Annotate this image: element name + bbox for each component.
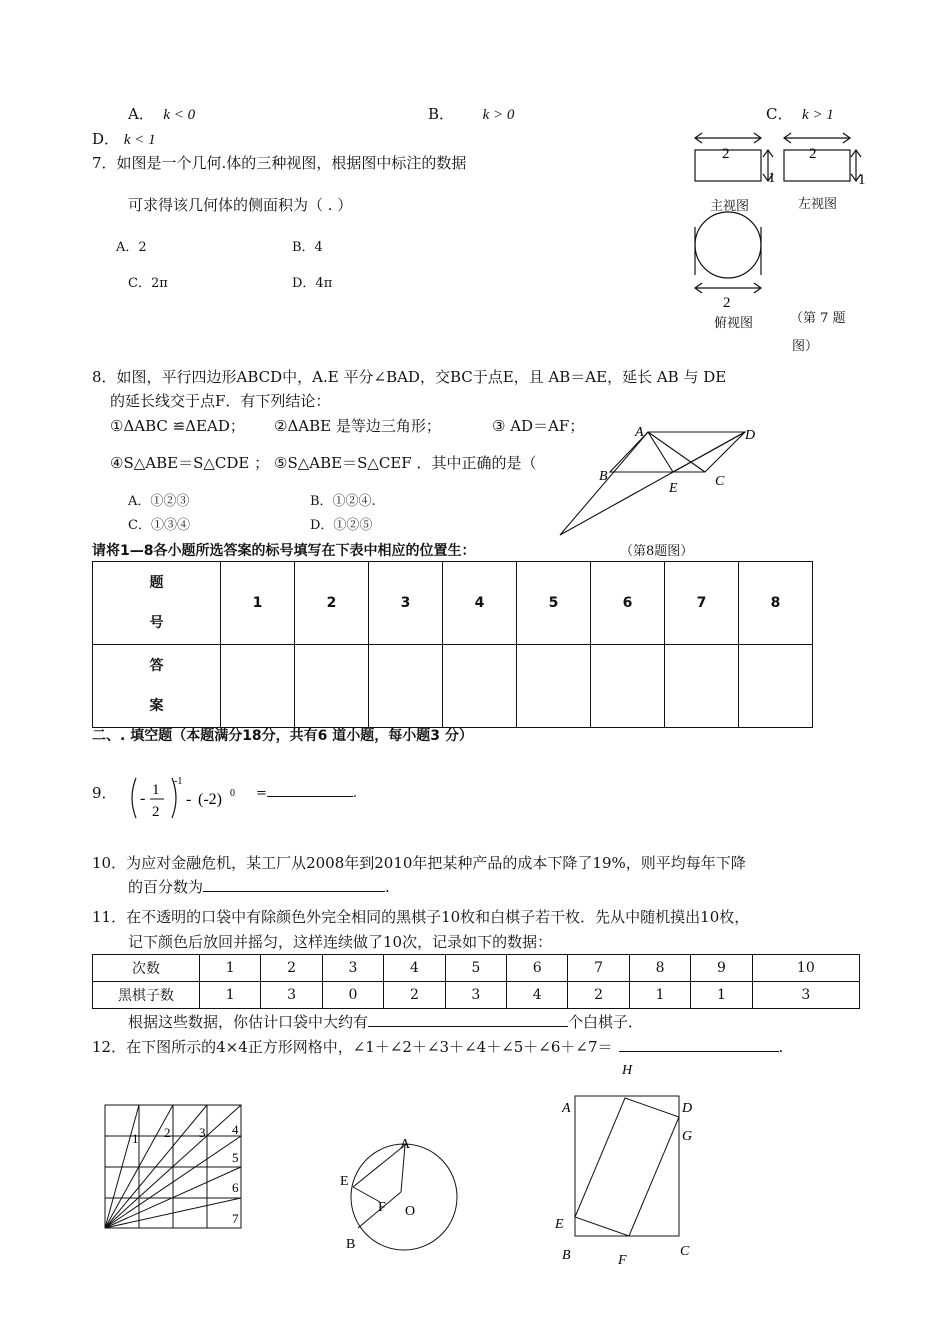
q8-option-c: C．①③④	[128, 518, 190, 533]
question-number-cell: 1	[221, 562, 295, 645]
table-cell: 1	[691, 982, 752, 1009]
question-number-cell: 4	[443, 562, 517, 645]
q8-option-b: B．①②④.	[310, 494, 376, 509]
table-cell: 3	[261, 982, 322, 1009]
point-d-label: D	[745, 428, 756, 443]
q9-blank[interactable]	[267, 782, 353, 797]
table-cell: 1	[200, 982, 261, 1009]
angle-5-label: 5	[232, 1150, 239, 1165]
q11-stem-line3: 根据这些数据，你估计口袋中大约有 个白棋子．	[128, 1013, 644, 1031]
q6-option-c: C． k > 1	[766, 105, 834, 123]
answer-cell[interactable]	[739, 645, 813, 728]
row-header: 黑棋子数	[93, 982, 200, 1009]
q7-option-b: B．4	[292, 240, 323, 255]
rect-point-g-label: G	[682, 1129, 693, 1144]
front-view-label: 主视图	[710, 199, 750, 214]
q9-expression	[126, 774, 246, 824]
angle-2-label: 2	[164, 1125, 171, 1140]
q7-option-d: D．4π	[292, 276, 333, 291]
q8-option-d: D．①②⑤	[310, 518, 373, 533]
q8-conclusion-2: ②ΔABE 是等边三角形；	[274, 417, 441, 435]
q8-conclusion-4: ④S△ABE＝S△CDE ；	[110, 454, 270, 472]
table-cell: 4	[384, 955, 445, 982]
angle-1-label: 1	[132, 1131, 139, 1146]
circle-point-b-label: B	[346, 1237, 356, 1252]
q12-rectangle-figure	[552, 1058, 712, 1268]
q10-blank[interactable]	[203, 877, 385, 892]
left-dim-1: 1	[858, 172, 866, 188]
table-cell: 8	[629, 955, 690, 982]
q11-stem-line2: 记下颜色后放回并摇匀，这样连续做了10次，记录如下的数据：	[128, 933, 553, 951]
q6-option-b: B． k > 0	[428, 105, 515, 123]
q7-figure-caption-1: （第 7 题	[790, 311, 846, 326]
table-cell: 9	[691, 955, 752, 982]
q8-figure-caption: （第8题图）	[620, 544, 694, 559]
q12-stem: 12．在下图所示的4×4正方形网格中，∠1＋∠2＋∠3＋∠4＋∠5＋∠6＋∠7＝ .	[92, 1038, 784, 1056]
answer-cell[interactable]	[443, 645, 517, 728]
q11-black-count-row	[93, 982, 860, 1009]
circle-point-f-label: F	[378, 1200, 386, 1215]
q7-option-c: C．2π	[128, 276, 168, 291]
q7-stem-line2: 可求得该几何体的侧面积为（ . ）	[128, 196, 353, 214]
rect-point-d-label: D	[682, 1101, 693, 1116]
table-cell: 3	[322, 955, 383, 982]
q9-base: (-2)	[198, 791, 222, 808]
table-cell: 5	[445, 955, 506, 982]
answer-cell[interactable]	[517, 645, 591, 728]
q11-stem-line1: 11．在不透明的口袋中有除颜色外完全相同的黑棋子10枚和白棋子若干枚．先从中随机摸出10枚，	[92, 908, 750, 926]
circle-point-o-label: O	[405, 1204, 416, 1219]
point-b-label: B	[599, 469, 608, 484]
q9-minus-sign: -	[140, 790, 146, 807]
q8-parallelogram-figure	[555, 420, 795, 550]
question-number-cell: 3	[369, 562, 443, 645]
answer-cell[interactable]	[591, 645, 665, 728]
q9-denominator: 2	[152, 804, 160, 820]
answer-cell[interactable]	[221, 645, 295, 728]
q7-option-a: A．2	[116, 240, 147, 255]
header-cell: 答 案	[93, 645, 221, 728]
circle-point-e-label: E	[340, 1174, 349, 1189]
left-view-label: 左视图	[798, 197, 838, 212]
q11-data-table	[92, 954, 860, 1009]
circle-point-a-label: A	[400, 1137, 411, 1152]
table-cell: 3	[752, 982, 859, 1009]
q11-draws-row	[93, 955, 860, 982]
q8-conclusion-3: ③ AD＝AF；	[492, 417, 585, 435]
q12-grid-figure	[100, 1100, 260, 1240]
question-number-cell: 6	[591, 562, 665, 645]
table-cell: 3	[445, 982, 506, 1009]
q7-figure-caption-2: 图）	[792, 339, 819, 354]
q10-stem-line2: 的百分数为 .	[128, 878, 390, 896]
q9-answer-line: = .	[256, 782, 357, 801]
q9-numerator: 1	[152, 782, 160, 798]
answer-cell[interactable]	[369, 645, 443, 728]
table-cell: 2	[568, 982, 629, 1009]
table-cell: 4	[507, 982, 568, 1009]
q6-option-a: A． k < 0	[128, 105, 196, 123]
rect-point-c-label: C	[680, 1244, 690, 1259]
left-view-rect	[784, 150, 850, 181]
answer-cell[interactable]	[295, 645, 369, 728]
row-header: 次数	[93, 955, 200, 982]
answer-cell[interactable]	[665, 645, 739, 728]
q9-exponent-2: 0	[230, 788, 235, 799]
table-cell: 1	[629, 982, 690, 1009]
q8-conclusion-1: ①ΔABC ≌ΔEAD；	[110, 417, 245, 435]
q9-minus-sign-2: -	[186, 791, 192, 808]
top-view-circle	[695, 212, 761, 278]
table-cell: 0	[322, 982, 383, 1009]
answer-table-answer-row	[93, 645, 813, 728]
answer-table-instruction: 请将1—8各小题所选答案的标号填写在下表中相应的位置生：	[92, 543, 476, 559]
answer-table-header-row	[93, 562, 813, 645]
table-cell: 10	[752, 955, 859, 982]
q11-blank[interactable]	[368, 1012, 568, 1027]
rect-point-b-label: B	[562, 1248, 571, 1263]
table-cell: 1	[200, 955, 261, 982]
question-number-cell: 7	[665, 562, 739, 645]
question-number-cell: 8	[739, 562, 813, 645]
rect-point-f-label: F	[618, 1253, 627, 1268]
section-2-title: 二、. 填空题（本题满分18分，共有6 道小题，每小题3 分）	[92, 728, 473, 744]
q6-option-d: D． k < 1	[92, 130, 156, 148]
top-view-label: 俯视图	[714, 316, 754, 331]
question-number-cell: 2	[295, 562, 369, 645]
angle-6-label: 6	[232, 1180, 239, 1195]
answer-table	[92, 561, 813, 728]
header-cell: 题 号	[93, 562, 221, 645]
question-number-cell: 5	[517, 562, 591, 645]
q8-stem-line1: 8．如图，平行四边形ABCD中，A.E 平分∠BAD，交BC于点E，且 AB＝AE，延长 AB 与 DE	[92, 368, 727, 386]
q8-stem-line2: 的延长线交于点F．有下列结论：	[110, 392, 331, 410]
q10-stem-line1: 10．为应对金融危机，某工厂从2008年到2010年把某种产品的成本下降了19%，则平均每年下降	[92, 854, 746, 872]
table-cell: 2	[384, 982, 445, 1009]
point-c-label: C	[715, 474, 725, 489]
rect-point-h-label: H	[622, 1063, 633, 1078]
angle-3-label: 3	[199, 1125, 206, 1140]
table-cell: 6	[507, 955, 568, 982]
q9-exponent-1: -1	[174, 776, 183, 787]
angle-4-label: 4	[232, 1122, 239, 1137]
point-a-label: A	[635, 425, 644, 440]
q12-circle-figure	[335, 1130, 485, 1260]
q8-conclusion-5: ⑤S△ABE＝S△CEF ．其中正确的是（	[274, 454, 537, 472]
q9-number: 9．	[92, 784, 117, 802]
q7-stem-line1: 7．如图是一个几何.体的三种视图，根据图中标注的数据	[92, 154, 467, 172]
table-cell: 2	[261, 955, 322, 982]
rect-point-a-label: A	[562, 1101, 571, 1116]
table-cell: 7	[568, 955, 629, 982]
q8-option-a: A．①②③	[128, 494, 190, 509]
angle-7-label: 7	[232, 1211, 239, 1226]
point-e-label: E	[669, 481, 678, 496]
q12-blank[interactable]	[619, 1037, 779, 1052]
top-dim-2: 2	[723, 295, 731, 311]
left-dim-2: 2	[809, 146, 817, 162]
rect-point-e-label: E	[555, 1217, 564, 1232]
front-dim-2: 2	[722, 146, 730, 162]
front-dim-1: 1	[768, 170, 776, 186]
